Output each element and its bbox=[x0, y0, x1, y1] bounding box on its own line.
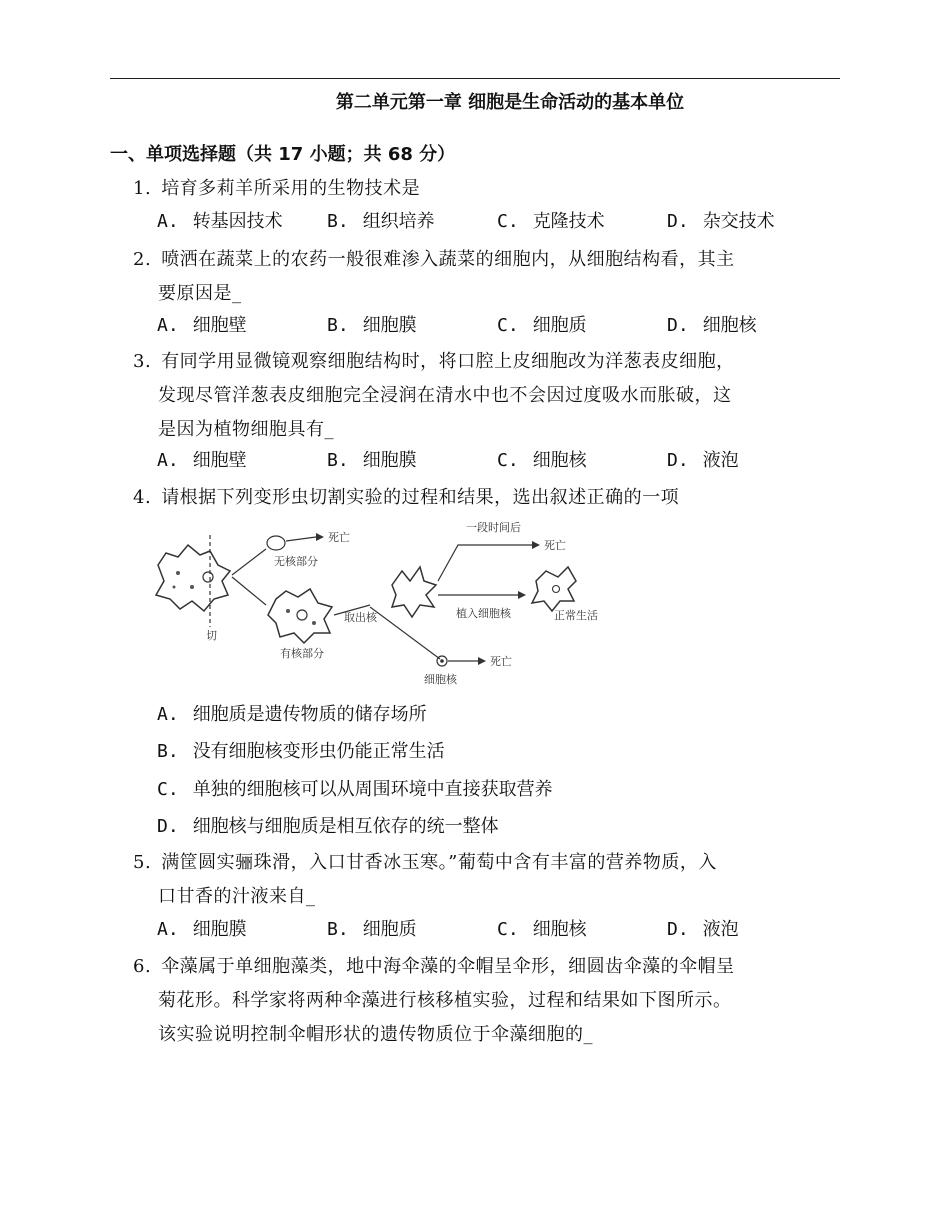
question-text-line-1: 喷洒在蔬菜上的农药一般很难渗入蔬菜的细胞内，从细胞结构看，其主 bbox=[161, 249, 735, 270]
option-d[interactable]: D. 杂交技术 bbox=[667, 211, 775, 232]
option-b[interactable]: B. 细胞质 bbox=[327, 919, 417, 940]
option-a[interactable]: A. 细胞质是遗传物质的储存场所 bbox=[157, 704, 427, 725]
option-d[interactable]: D. 液泡 bbox=[667, 450, 739, 471]
question-text: 请根据下列变形虫切割实验的过程和结果，选出叙述正确的一项 bbox=[161, 487, 680, 508]
question-text-line-1: 有同学用显微镜观察细胞结构时，将口腔上皮细胞改为洋葱表皮细胞， bbox=[161, 351, 735, 372]
question-3 bbox=[133, 345, 843, 447]
option-d[interactable]: D. 细胞核与细胞质是相互依存的统一整体 bbox=[157, 816, 499, 837]
question-text-line-3: 该实验说明控制伞帽形状的遗传物质位于伞藻细胞的_ bbox=[158, 1024, 593, 1045]
option-a[interactable]: A. 细胞壁 bbox=[157, 315, 247, 336]
arrow-head bbox=[316, 533, 324, 541]
section-heading: 一、单项选择题（共 17 小题；共 68 分） bbox=[110, 144, 456, 165]
option-a[interactable]: A. 细胞膜 bbox=[157, 919, 247, 940]
option-c[interactable]: C. 单独的细胞核可以从周围环境中直接获取营养 bbox=[157, 779, 553, 800]
enucleated-amoeba bbox=[392, 567, 436, 617]
question-text-line-2: 菊花形。科学家将两种伞藻进行核移植实验，过程和结果如下图所示。 bbox=[158, 990, 732, 1011]
label-cut: 切 bbox=[206, 629, 217, 642]
question-5-options bbox=[157, 915, 847, 941]
restored-amoeba bbox=[532, 567, 576, 611]
question-text-line-1: 伞藻属于单细胞藻类，地中海伞藻的伞帽呈伞形，细圆齿伞藻的伞帽呈 bbox=[161, 956, 735, 977]
arrow-head bbox=[478, 657, 486, 665]
label-dead-1: 死亡 bbox=[328, 531, 350, 544]
label-dead-3: 死亡 bbox=[490, 655, 512, 668]
nucleus-center bbox=[440, 659, 444, 663]
option-c[interactable]: C. 克隆技术 bbox=[497, 211, 605, 232]
arrow-line bbox=[286, 537, 316, 541]
question-6 bbox=[133, 950, 843, 1052]
label-normal: 正常生活 bbox=[554, 609, 598, 622]
label-implant: 植入细胞核 bbox=[456, 607, 511, 620]
page-title: 第二单元第一章 细胞是生命活动的基本单位 bbox=[335, 92, 685, 113]
amoeba-experiment-figure bbox=[148, 515, 618, 690]
option-b[interactable]: B. 组织培养 bbox=[327, 211, 435, 232]
arrow-head bbox=[518, 591, 526, 599]
branch-arrow bbox=[232, 577, 266, 605]
label-nucleus: 细胞核 bbox=[424, 673, 457, 686]
option-b[interactable]: B. 细胞膜 bbox=[327, 315, 417, 336]
anucleate-part bbox=[267, 536, 285, 550]
label-dead-2: 死亡 bbox=[544, 539, 566, 552]
question-1 bbox=[133, 172, 843, 206]
vacuole-dot bbox=[190, 585, 194, 589]
vacuole-dot bbox=[173, 586, 176, 589]
question-text: 培育多莉羊所采用的生物技术是 bbox=[161, 178, 421, 199]
option-d[interactable]: D. 液泡 bbox=[667, 919, 739, 940]
question-text-line-1: 满筐圆实骊珠滑，入口甘香冰玉寒。”葡萄中含有丰富的营养物质，入 bbox=[161, 852, 717, 873]
option-a[interactable]: A. 细胞壁 bbox=[157, 450, 247, 471]
question-number: 4. bbox=[133, 487, 152, 508]
option-c[interactable]: C. 细胞质 bbox=[497, 315, 587, 336]
question-5 bbox=[133, 846, 843, 914]
arrow-line bbox=[438, 545, 532, 581]
label-take-nucleus: 取出核 bbox=[344, 611, 377, 624]
label-with-nucleus: 有核部分 bbox=[280, 647, 324, 660]
arrow-head bbox=[532, 541, 540, 549]
label-no-nucleus: 无核部分 bbox=[274, 555, 318, 568]
vacuole-dot bbox=[286, 609, 290, 613]
question-text-line-2: 发现尽管洋葱表皮细胞完全浸润在清水中也不会因过度吸水而胀破，这 bbox=[158, 385, 732, 406]
arrow-line bbox=[370, 607, 440, 659]
question-2 bbox=[133, 243, 843, 311]
question-number: 6. bbox=[133, 956, 152, 977]
question-number: 3. bbox=[133, 351, 152, 372]
label-after-time: 一段时间后 bbox=[466, 521, 521, 534]
vacuole-dot bbox=[312, 621, 316, 625]
vacuole-dot bbox=[176, 571, 180, 575]
option-c[interactable]: C. 细胞核 bbox=[497, 919, 587, 940]
option-d[interactable]: D. 细胞核 bbox=[667, 315, 757, 336]
question-2-options bbox=[157, 311, 847, 337]
amoeba-original bbox=[156, 545, 230, 611]
question-4 bbox=[133, 481, 843, 515]
question-number: 5. bbox=[133, 852, 152, 873]
question-number: 2. bbox=[133, 249, 152, 270]
question-text-line-2: 口甘香的汁液来自_ bbox=[158, 886, 316, 907]
question-1-options bbox=[157, 207, 847, 233]
branch-arrow bbox=[232, 549, 266, 575]
question-text-line-3: 是因为植物细胞具有_ bbox=[158, 419, 334, 440]
option-b[interactable]: B. 没有细胞核变形虫仍能正常生活 bbox=[157, 741, 445, 762]
option-c[interactable]: C. 细胞核 bbox=[497, 450, 587, 471]
option-b[interactable]: B. 细胞膜 bbox=[327, 450, 417, 471]
option-a[interactable]: A. 转基因技术 bbox=[157, 211, 283, 232]
question-3-options bbox=[157, 446, 847, 472]
nucleated-part bbox=[268, 589, 332, 643]
header-rule bbox=[110, 78, 840, 79]
question-number: 1. bbox=[133, 178, 152, 199]
question-text-line-2: 要原因是_ bbox=[158, 283, 242, 304]
